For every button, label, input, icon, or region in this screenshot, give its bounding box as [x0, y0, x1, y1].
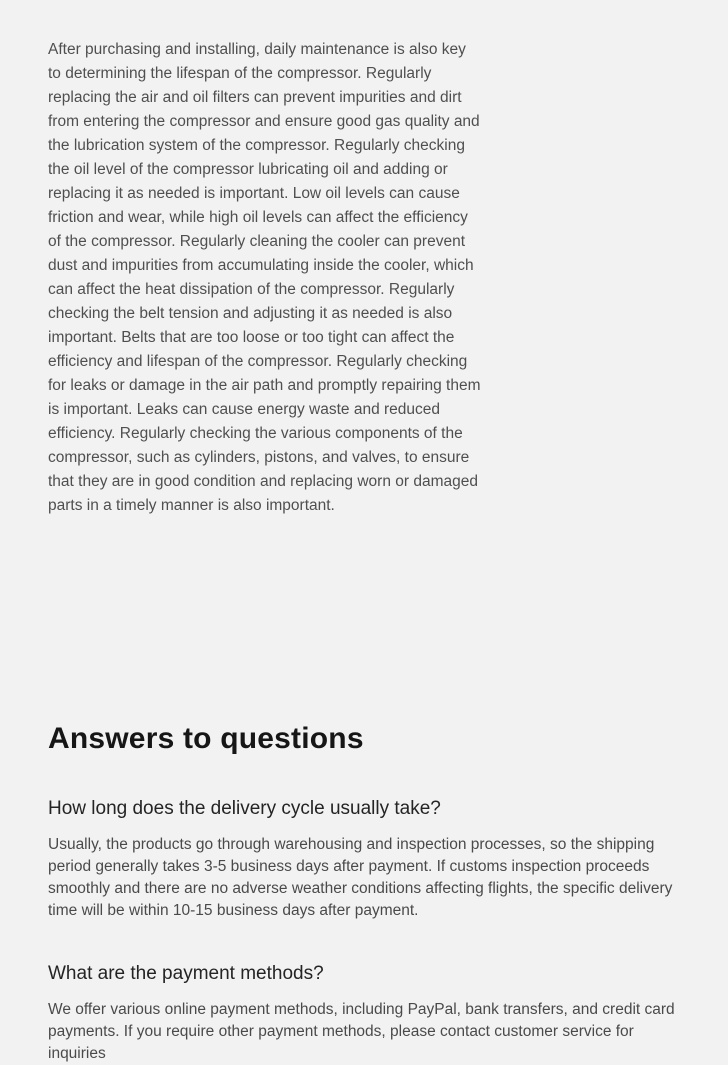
faq-answer-delivery-cycle: Usually, the products go through warehousing and inspection processes, so the shipping period generally takes 3-5 business days after payment. If customs inspection proceeds smoothly and there are no adverse weather conditions affecting flights, the specific delivery time will be within 10-15 business days after payment. — [48, 836, 673, 919]
faq-item — [48, 797, 680, 922]
maintenance-section — [48, 38, 680, 518]
maintenance-paragraph: After purchasing and installing, daily maintenance is also key to determining the lifespan of the compressor. Regularly replacing the air and oil filters can prevent impurities and dirt from entering the compressor and ensure good gas quality and the lubrication system of the compressor. Regularly checking the oil level of the compressor lubricating oil and adding or replacing it as needed is important. Low oil levels can cause friction and wear, while high oil levels can affect the efficiency of the compressor. Regularly cleaning the cooler can prevent dust and impurities from accumulating inside the cooler, which can affect the heat dissipation of the compressor. Regularly checking the belt tension and adjusting it as needed is also important. Belts that are too loose or too tight can affect the efficiency and lifespan of the compressor. Regularly checking for leaks or damage in the air path and promptly repairing them is important. Leaks can cause energy waste and reduced efficiency. Regularly checking the various components of the compressor, such as cylinders, pistons, and valves, to ensure that they are in good condition and replacing worn or damaged parts in a timely manner is also important. — [48, 41, 481, 514]
faq-section — [48, 721, 680, 1065]
faq-item — [48, 962, 680, 1065]
faq-answer-payment-methods: We offer various online payment methods, including PayPal, bank transfers, and credit card payments. If you require other payment methods, please contact customer service for inquiries — [48, 1001, 675, 1062]
faq-question-delivery-cycle: How long does the delivery cycle usually take? — [48, 798, 441, 819]
faq-section-title: Answers to questions — [48, 722, 364, 755]
faq-question-payment-methods: What are the payment methods? — [48, 963, 324, 984]
